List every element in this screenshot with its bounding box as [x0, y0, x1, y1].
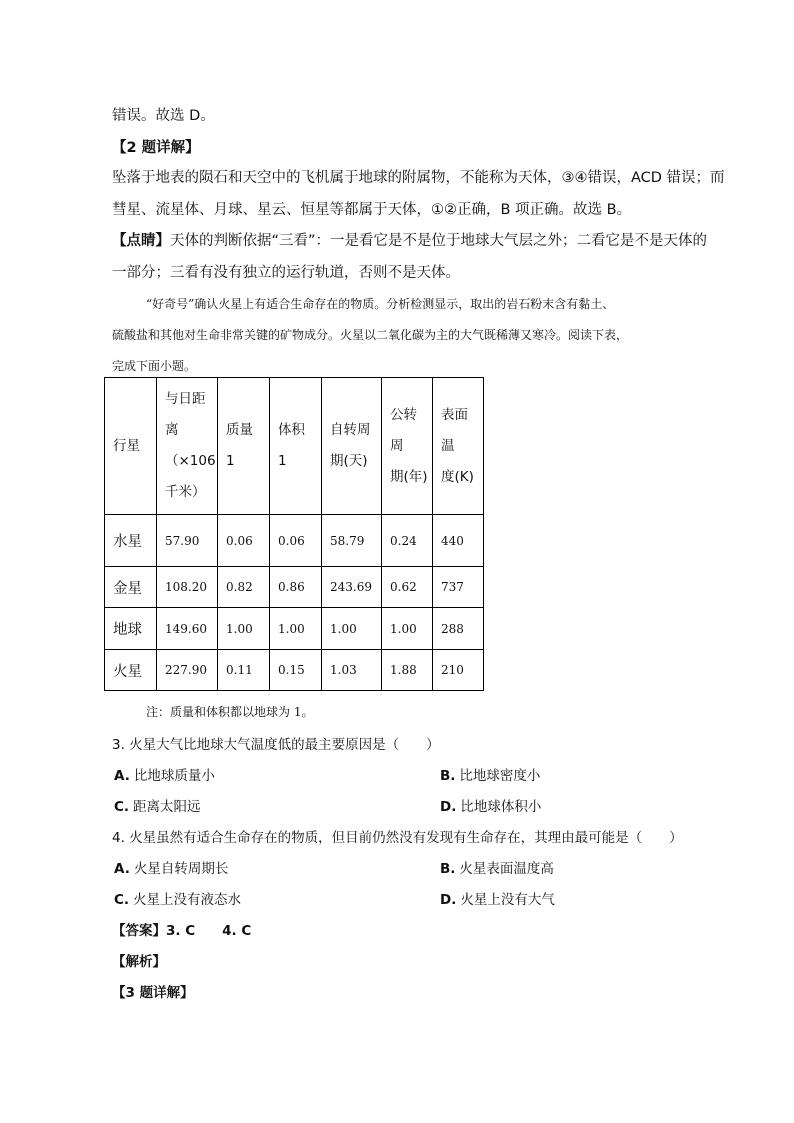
tip-label: 【点睛】 — [112, 233, 170, 249]
header-cell: 行星 — [105, 378, 157, 515]
option-key: C. — [114, 892, 130, 908]
passage-line: 硫酸盐和其他对生命非常关键的矿物成分。火星以二氧化碳为主的大气既稀薄又寒冷。阅读下表， — [112, 328, 629, 342]
volume-cell: 1.00 — [270, 608, 322, 650]
distance-cell: 57.90 — [157, 515, 218, 567]
option-text: 比地球质量小 — [133, 768, 215, 784]
paragraph-line: 坠落于地表的陨石和天空中的飞机属于地球的附属物，不能称为天体，③④错误，ACD 错误；而 — [112, 170, 725, 186]
option-text: 比地球密度小 — [459, 768, 541, 784]
option-text: 比地球体积小 — [460, 799, 542, 815]
rotation-cell: 58.79 — [322, 515, 382, 567]
table-header-row — [105, 378, 484, 515]
temperature-cell: 440 — [433, 515, 484, 567]
table-row — [105, 567, 484, 608]
q3-option-a[interactable] — [114, 764, 215, 784]
volume-cell: 0.86 — [270, 567, 322, 608]
analysis-heading: 【解析】 — [112, 954, 166, 970]
planet-name-cell: 火星 — [105, 650, 157, 691]
volume-cell: 0.06 — [270, 515, 322, 567]
revolution-cell: 1.00 — [382, 608, 433, 650]
temperature-cell: 737 — [433, 567, 484, 608]
q3-option-c[interactable] — [114, 795, 201, 815]
rotation-cell: 1.00 — [322, 608, 382, 650]
option-key: C. — [114, 799, 130, 815]
option-key: B. — [440, 861, 456, 877]
table-row — [105, 515, 484, 567]
table-note: 注：质量和体积都以地球为 1。 — [146, 705, 314, 719]
header-cell: 表面 温 度(K) — [433, 378, 484, 515]
option-key: B. — [440, 768, 456, 784]
option-key: A. — [114, 861, 130, 877]
q4-option-b[interactable] — [440, 857, 554, 877]
q3-option-d[interactable] — [440, 795, 541, 815]
q4-option-a[interactable] — [114, 857, 228, 877]
option-key: D. — [440, 892, 457, 908]
option-key: A. — [114, 768, 130, 784]
q4-option-c[interactable] — [114, 888, 241, 908]
distance-cell: 108.20 — [157, 567, 218, 608]
mass-cell: 0.06 — [218, 515, 270, 567]
line-conclusion: 错误。故选 D。 — [112, 108, 215, 124]
paragraph-line: 一部分；三看有没有独立的运行轨道，否则不是天体。 — [112, 265, 460, 281]
planet-name-cell: 金星 — [105, 567, 157, 608]
temperature-cell: 288 — [433, 608, 484, 650]
option-key: D. — [440, 799, 457, 815]
header-cell: 与日距 离 （×106 千米） — [157, 378, 218, 515]
header-cell: 公转 周 期(年) — [382, 378, 433, 515]
revolution-cell: 0.62 — [382, 567, 433, 608]
tip-text: 天体的判断依据“三看”：一是看它是不是位于地球大气层之外；二看它是不是天体的 — [170, 233, 708, 249]
q3-detail-heading: 【3 题详解】 — [112, 985, 194, 1001]
option-text: 距离太阳远 — [133, 799, 201, 815]
section-heading-q2-detail: 【2 题详解】 — [112, 140, 200, 156]
volume-cell: 0.15 — [270, 650, 322, 691]
distance-cell: 149.60 — [157, 608, 218, 650]
planet-name-cell: 地球 — [105, 608, 157, 650]
option-text: 火星表面温度高 — [459, 861, 554, 877]
header-cell: 自转周 期(天) — [322, 378, 382, 515]
q4-option-d[interactable] — [440, 888, 555, 908]
rotation-cell: 243.69 — [322, 567, 382, 608]
mass-cell: 1.00 — [218, 608, 270, 650]
distance-cell: 227.90 — [157, 650, 218, 691]
header-cell: 质量 1 — [218, 378, 270, 515]
answer-line: 【答案】3. C 4. C — [112, 923, 252, 939]
paragraph-line: 彗星、流星体、月球、星云、恒星等都属于天体，①②正确，B 项正确。故选 B。 — [112, 202, 632, 218]
header-cell: 体积 1 — [270, 378, 322, 515]
rotation-cell: 1.03 — [322, 650, 382, 691]
option-text: 火星上没有大气 — [460, 892, 555, 908]
option-text: 火星自转周期长 — [133, 861, 229, 877]
revolution-cell: 1.88 — [382, 650, 433, 691]
passage-line: “好奇号”确认火星上有适合生命存在的物质。分析检测显示，取出的岩石粉末含有黏土、 — [146, 297, 615, 311]
passage-line: 完成下面小题。 — [112, 359, 197, 373]
planet-data-table — [104, 377, 484, 691]
planet-name-cell: 水星 — [105, 515, 157, 567]
tip-line — [112, 229, 707, 250]
question-3-stem: 3. 火星大气比地球大气温度低的最主要原因是（ ） — [112, 737, 440, 753]
table-row — [105, 608, 484, 650]
table-row — [105, 650, 484, 691]
q3-option-b[interactable] — [440, 764, 540, 784]
mass-cell: 0.11 — [218, 650, 270, 691]
mass-cell: 0.82 — [218, 567, 270, 608]
option-text: 火星上没有液态水 — [133, 892, 242, 908]
question-4-stem: 4. 火星虽然有适合生命存在的物质，但目前仍然没有发现有生命存在，其理由最可能是（ ） — [112, 830, 683, 846]
revolution-cell: 0.24 — [382, 515, 433, 567]
temperature-cell: 210 — [433, 650, 484, 691]
